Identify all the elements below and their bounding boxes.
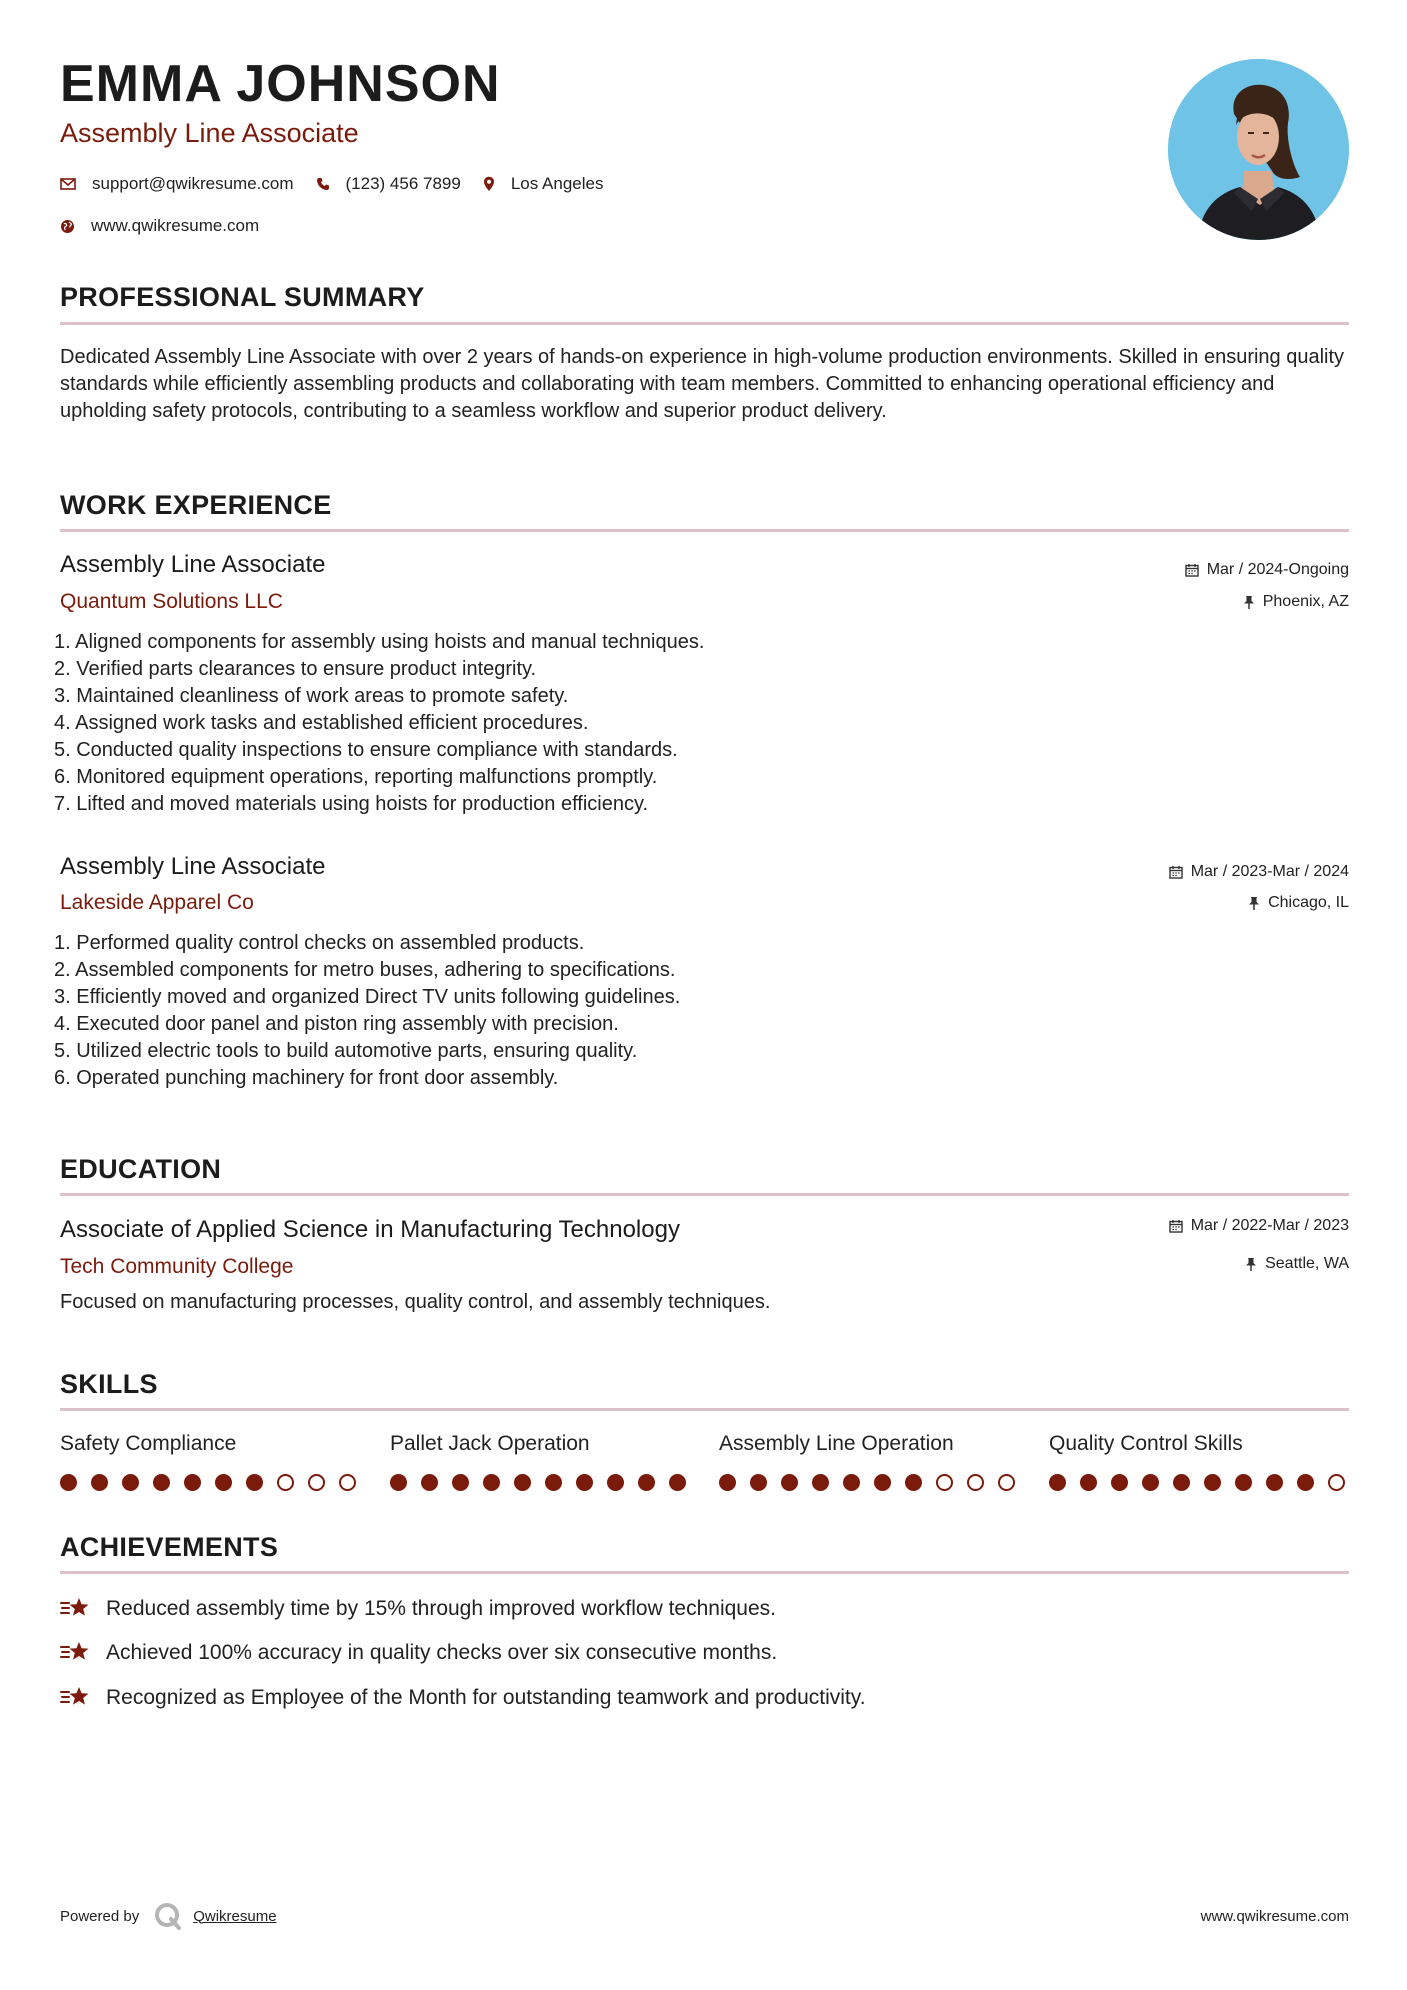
list-item: 5. Conducted quality inspections to ensure compliance with standards. [54, 739, 678, 761]
contact-row-website [60, 216, 281, 236]
skill-rating [1049, 1474, 1349, 1491]
skill-dot-filled [1049, 1474, 1066, 1491]
skill-dot-filled [750, 1474, 767, 1491]
section-title-experience: WORK EXPERIENCE [60, 490, 332, 520]
skill-dot-filled [153, 1474, 170, 1491]
skill-rating [60, 1474, 360, 1491]
skill-dot-filled [1142, 1474, 1159, 1491]
job-dates-text: Mar / 2023-Mar / 2024 [1190, 863, 1349, 880]
list-item: 4. Assigned work tasks and established efficient procedures. [54, 712, 589, 734]
job-dates [1185, 562, 1349, 578]
contact-email[interactable] [60, 174, 294, 194]
envelope-icon [60, 178, 76, 190]
skill-name: Safety Compliance [60, 1432, 237, 1455]
skill-dot-empty [308, 1474, 325, 1491]
website-text: www.qwikresume.com [91, 216, 260, 235]
portrait-illustration [1168, 59, 1349, 240]
job-company: Quantum Solutions LLC [60, 590, 283, 613]
achievement-item [60, 1595, 776, 1621]
job-location-text: Phoenix, AZ [1262, 593, 1349, 610]
section-divider [60, 1571, 1349, 1574]
list-item: 3. Maintained cleanliness of work areas to promote safety. [54, 685, 569, 707]
candidate-name: EMMA JOHNSON [60, 55, 501, 113]
list-item: 5. Utilized electric tools to build automotive parts, ensuring quality. [54, 1040, 638, 1062]
pushpin-icon [1248, 896, 1260, 911]
skill-item [1049, 1433, 1349, 1491]
achievement-item [60, 1639, 777, 1665]
section-title-education: EDUCATION [60, 1154, 222, 1184]
job-dates [1169, 864, 1349, 880]
skill-dot-filled [390, 1474, 407, 1491]
skill-rating [390, 1474, 690, 1491]
phone-text: (123) 456 7899 [345, 174, 461, 193]
job-bullets [54, 629, 704, 818]
skill-dot-empty [339, 1474, 356, 1491]
skill-dot-filled [1111, 1474, 1128, 1491]
skill-dot-filled [483, 1474, 500, 1491]
email-text: support@qwikresume.com [92, 174, 294, 193]
job-bullets [54, 930, 680, 1092]
phone-icon [316, 177, 330, 191]
shooting-star-icon [60, 1639, 92, 1665]
skill-dot-filled [1080, 1474, 1097, 1491]
skill-dot-empty [936, 1474, 953, 1491]
contact-website[interactable] [60, 216, 259, 236]
skill-dot-filled [719, 1474, 736, 1491]
skill-name: Assembly Line Operation [719, 1432, 954, 1455]
skill-dot-filled [874, 1474, 891, 1491]
skill-dot-filled [91, 1474, 108, 1491]
skill-dot-filled [638, 1474, 655, 1491]
achievement-text: Reduced assembly time by 15% through improved workflow techniques. [106, 1596, 777, 1620]
section-divider [60, 1408, 1349, 1411]
powered-by-label: Powered by [60, 1907, 140, 1925]
pushpin-icon [1245, 1257, 1257, 1272]
job-company: Lakeside Apparel Co [60, 891, 254, 914]
skill-dot-filled [812, 1474, 829, 1491]
skill-dot-filled [576, 1474, 593, 1491]
job-dates-text: Mar / 2024-Ongoing [1206, 561, 1349, 578]
brand-link[interactable]: Qwikresume [193, 1907, 277, 1925]
calendar-icon [1169, 865, 1183, 879]
shooting-star-icon [60, 1595, 92, 1621]
job-location [1243, 594, 1349, 610]
section-divider [60, 1193, 1349, 1196]
section-title-summary: PROFESSIONAL SUMMARY [60, 282, 425, 312]
section-title-skills: SKILLS [60, 1369, 158, 1399]
skill-name: Quality Control Skills [1049, 1432, 1243, 1455]
job-title: Assembly Line Associate [60, 551, 326, 578]
skill-dot-filled [843, 1474, 860, 1491]
skill-dot-filled [514, 1474, 531, 1491]
education-description: Focused on manufacturing processes, quality control, and assembly techniques. [60, 1291, 771, 1313]
list-item: 1. Aligned components for assembly using hoists and manual techniques. [54, 631, 705, 653]
skill-dot-filled [122, 1474, 139, 1491]
skill-dot-filled [60, 1474, 77, 1491]
education-location-text: Seattle, WA [1265, 1255, 1349, 1272]
skill-dot-filled [184, 1474, 201, 1491]
skill-dot-filled [1204, 1474, 1221, 1491]
list-item: 7. Lifted and moved materials using hoists for production efficiency. [54, 793, 649, 815]
skill-dot-empty [277, 1474, 294, 1491]
list-item: 2. Assembled components for metro buses, adhering to specifications. [54, 959, 676, 981]
skill-dot-empty [1328, 1474, 1345, 1491]
list-item: 4. Executed door panel and piston ring assembly with precision. [54, 1013, 619, 1035]
education-dates [1169, 1218, 1349, 1234]
contact-location [483, 174, 604, 194]
calendar-icon [1169, 1219, 1183, 1233]
qwikresume-logo-icon [153, 1901, 183, 1931]
skill-item [60, 1433, 360, 1491]
achievement-text: Recognized as Employee of the Month for outstanding teamwork and productivity. [106, 1685, 866, 1709]
section-divider [60, 322, 1349, 325]
skill-dot-filled [781, 1474, 798, 1491]
list-item: 3. Efficiently moved and organized Direct TV units following guidelines. [54, 986, 681, 1008]
achievement-item [60, 1684, 866, 1710]
skill-dot-filled [1297, 1474, 1314, 1491]
skill-dot-filled [215, 1474, 232, 1491]
candidate-role: Assembly Line Associate [60, 118, 359, 148]
location-text: Los Angeles [510, 174, 604, 193]
pushpin-icon [1243, 595, 1255, 610]
skill-dot-filled [1173, 1474, 1190, 1491]
shooting-star-icon [60, 1684, 92, 1710]
skill-dot-filled [905, 1474, 922, 1491]
skill-item [719, 1433, 1019, 1491]
skill-dot-filled [607, 1474, 624, 1491]
list-item: 2. Verified parts clearances to ensure product integrity. [54, 658, 537, 680]
profile-photo [1168, 59, 1349, 240]
footer-powered-by [60, 1901, 277, 1931]
skill-rating [719, 1474, 1019, 1491]
skill-dot-filled [545, 1474, 562, 1491]
list-item: 6. Monitored equipment operations, reporting malfunctions promptly. [54, 766, 658, 788]
skill-dot-filled [1266, 1474, 1283, 1491]
contact-row [60, 174, 625, 194]
list-item: 1. Performed quality control checks on assembled products. [54, 932, 585, 954]
skill-name: Pallet Jack Operation [390, 1432, 590, 1455]
skill-dot-filled [452, 1474, 469, 1491]
footer-website[interactable]: www.qwikresume.com [1200, 1908, 1349, 1925]
education-dates-text: Mar / 2022-Mar / 2023 [1190, 1217, 1349, 1234]
degree-title: Associate of Applied Science in Manufacturing Technology [60, 1216, 680, 1243]
skill-dot-empty [967, 1474, 984, 1491]
section-title-achievements: ACHIEVEMENTS [60, 1532, 279, 1562]
achievement-text: Achieved 100% accuracy in quality checks over six consecutive months. [106, 1640, 778, 1664]
skill-dot-empty [998, 1474, 1015, 1491]
job-title: Assembly Line Associate [60, 853, 326, 880]
job-location [1248, 895, 1349, 911]
map-pin-icon [483, 176, 495, 192]
school-name: Tech Community College [60, 1255, 294, 1278]
skill-dot-filled [1235, 1474, 1252, 1491]
job-location-text: Chicago, IL [1268, 894, 1349, 911]
calendar-icon [1185, 563, 1199, 577]
education-location [1245, 1256, 1349, 1272]
globe-icon [60, 219, 75, 234]
skill-dot-filled [421, 1474, 438, 1491]
skill-dot-filled [246, 1474, 263, 1491]
section-divider [60, 529, 1349, 532]
summary-text: Dedicated Assembly Line Associate with over 2 years of hands-on experience in high-volume production environments. Skilled in ensuring quality standards while efficiently assembling products and collaborating with team members. Committed to enhancing operational efficiency and upholding safety protocols, contributing to a seamless workflow and superior product delivery. [60, 346, 1345, 422]
skill-dot-filled [669, 1474, 686, 1491]
contact-phone[interactable] [316, 174, 461, 194]
list-item: 6. Operated punching machinery for front door assembly. [54, 1067, 559, 1089]
skill-item [390, 1433, 690, 1491]
